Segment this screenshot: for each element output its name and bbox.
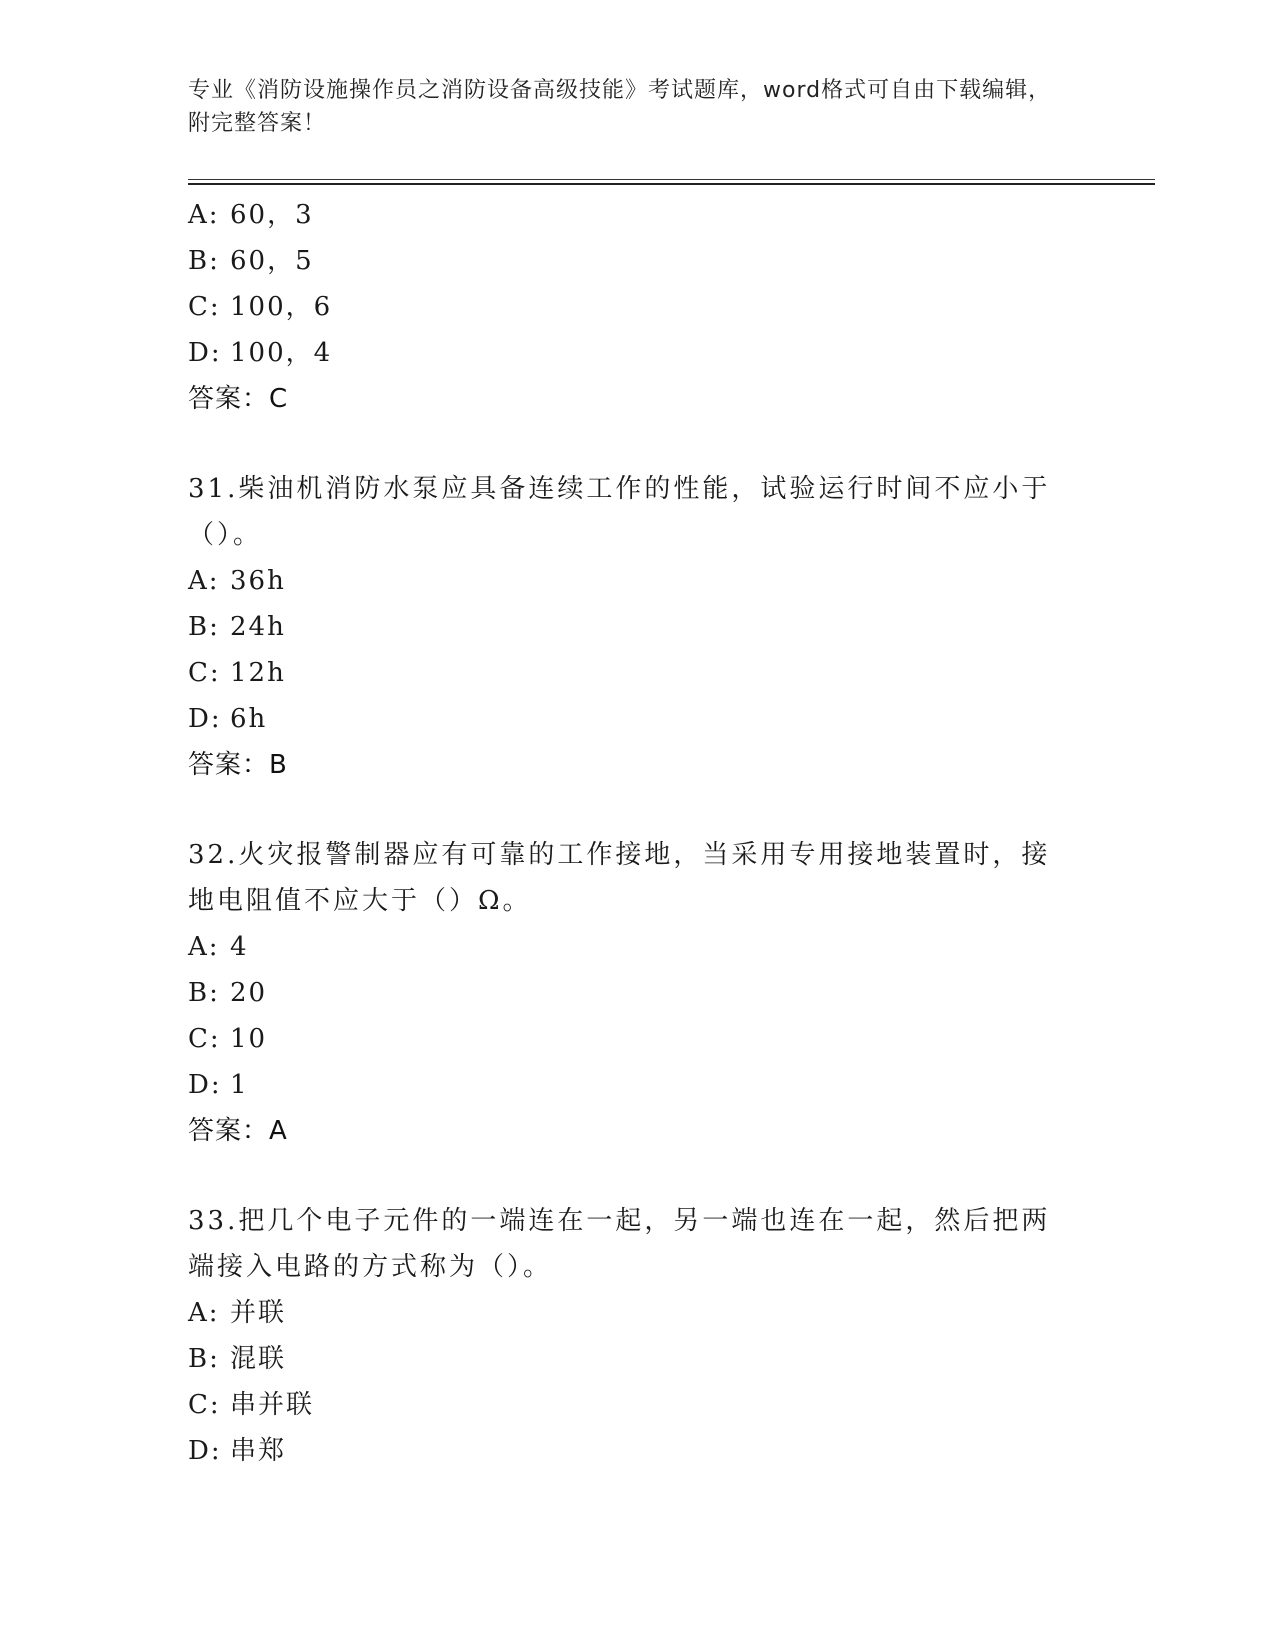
option-a	[188, 192, 1088, 238]
question-text: 31.柴油机消防水泵应具备连续工作的性能，试验运行时间不应小于（）。	[188, 474, 1051, 550]
option-key: C:	[188, 292, 221, 322]
option-text: 20	[230, 978, 268, 1008]
option-c	[188, 284, 1088, 330]
option-key: B:	[188, 246, 220, 276]
question-33	[188, 1198, 1088, 1474]
option-a	[188, 924, 1088, 970]
option-text: 10	[230, 1024, 268, 1054]
option-text: 36h	[230, 566, 286, 596]
header-rule-thin	[188, 179, 1155, 180]
option-key: D:	[188, 704, 222, 734]
option-text: 24h	[230, 612, 286, 642]
option-c	[188, 650, 1088, 696]
option-a	[188, 558, 1088, 604]
option-c	[188, 1016, 1088, 1062]
option-b	[188, 1336, 1088, 1382]
option-key: D:	[188, 338, 222, 368]
option-key: B:	[188, 612, 220, 642]
option-text: 100，6	[230, 292, 333, 322]
option-text: 100，4	[230, 338, 333, 368]
option-text: 12h	[230, 658, 286, 688]
option-text: 串郑	[230, 1436, 287, 1466]
option-text: 60，3	[230, 200, 314, 230]
page-header: 专业《消防设施操作员之消防设备高级技能》考试题库，word格式可自由下载编辑，附完整答案！	[188, 78, 1052, 136]
option-d	[188, 1428, 1088, 1474]
option-b	[188, 238, 1088, 284]
option-text: 并联	[230, 1298, 287, 1328]
option-a	[188, 1290, 1088, 1336]
option-text: 6h	[230, 704, 268, 734]
option-key: A:	[188, 1298, 220, 1328]
answer-line: 答案：A	[188, 1116, 288, 1146]
option-c	[188, 1382, 1088, 1428]
answer-line: 答案：B	[188, 750, 288, 780]
option-d	[188, 696, 1088, 742]
question-list	[188, 192, 1088, 1474]
option-key: B:	[188, 978, 220, 1008]
header-rule-thick	[188, 183, 1155, 185]
option-text: 1	[230, 1070, 249, 1100]
option-text: 串并联	[230, 1390, 315, 1420]
option-d	[188, 330, 1088, 376]
question-32	[188, 832, 1088, 1154]
option-key: A:	[188, 566, 220, 596]
option-text: 60，5	[230, 246, 314, 276]
option-b	[188, 970, 1088, 1016]
prev-question	[188, 192, 1088, 422]
option-key: A:	[188, 200, 220, 230]
option-key: C:	[188, 658, 221, 688]
question-text: 32.火灾报警制器应有可靠的工作接地，当采用专用接地装置时，接地电阻值不应大于（）Ω。	[188, 840, 1051, 916]
option-key: C:	[188, 1390, 221, 1420]
option-key: D:	[188, 1070, 222, 1100]
option-text: 4	[230, 932, 249, 962]
question-31	[188, 466, 1088, 788]
option-text: 混联	[230, 1344, 287, 1374]
option-key: D:	[188, 1436, 222, 1466]
option-d	[188, 1062, 1088, 1108]
answer-line: 答案：C	[188, 384, 289, 414]
option-key: A:	[188, 932, 220, 962]
option-key: C:	[188, 1024, 221, 1054]
option-b	[188, 604, 1088, 650]
option-key: B:	[188, 1344, 220, 1374]
question-text: 33.把几个电子元件的一端连在一起，另一端也连在一起，然后把两端接入电路的方式称为（）。	[188, 1206, 1051, 1282]
